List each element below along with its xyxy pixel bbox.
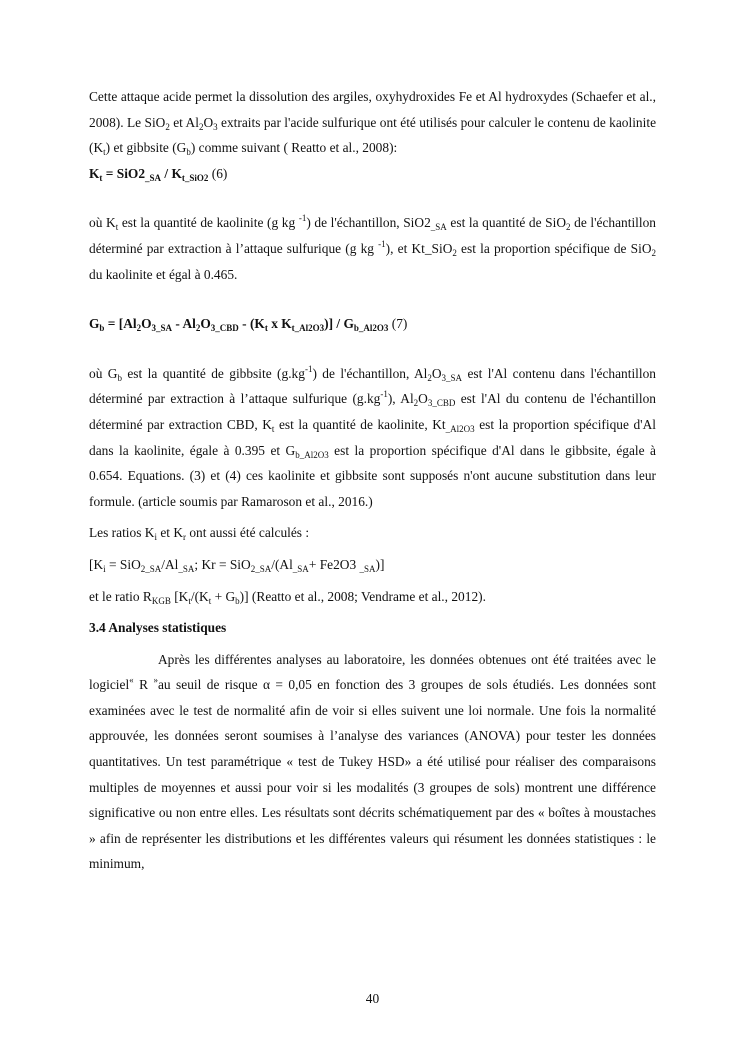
document-page (89, 84, 656, 877)
paragraph-ratios-intro: Les ratios $K_i$ et $K_r$ ont aussi été calculés : (89, 525, 310, 543)
formula-ratios: [$K_i = SiO_{2\_SA}/Al_{\_SA}$; $Kr = SiO_{2\_SA}/(Al_{\_SA}+ Fe2O3$ $_{\_SA}$)] (89, 556, 385, 574)
paragraph-kaolinite-definition: où $K_t$ est la quantité de kaolinite (g kg $^{-1}$) de l'échantillon, $SiO2_{\_SA}$ est la quantité de SiO$_2$ de l'échantillon déterminé par extraction à l’attaque sulfurique (g kg $^{-1}$), et Kt_SiO$_2$ est la proportion spécifique de SiO$_2$ du kaolinite et égal à 0.465. (89, 213, 657, 282)
equation-6: $K_t = SiO2_{\_SA} / K_{t\_SiO2}$ (6) (89, 165, 228, 183)
spacer (89, 186, 656, 210)
paragraph-gibbsite-definition: où $G_b$ est la quantité de gibbsite $(g.kg^{-1})$ de l'échantillon, $Al_2O_{3\_SA}$ est l'Al contenu dans l'échantillon déterminé par extraction à l’attaque sulfurique $(g.kg^{-1})$, $Al_2O_{3\_CBD}$ est l'Al du contenu de l'échantillon déterminé par extraction CBD, $K_t$ est la quantité de kaolinite, $Kt_{\_Al2O3}$ est la proportion spécifique d'Al dans la kaolinite, égale à 0.395 et $G_{b\_Al2O3}$ est la proportion spécifique d'Al dans le gibbsite, égale à 0.654. Equations. (3) et (4) ces kaolinite et gibbsite sont supposés n'ont aucune substitution dans leur formule. (article soumis par Ramaroson et al., 2016.) (89, 363, 656, 509)
paragraph-acid-attack: Cette attaque acide permet la dissolution des argiles, oxyhydroxides Fe et Al hydroxydes (Schaefer et al., 2008). Le SiO$_2$ et $Al_2O_3$ extraits par l'acide sulfurique ont été utilisés pour calculer le contenu de kaolinite $(K_t)$ et gibbsite $(G_b)$ comme suivant ( Reatto et al., 2008): (89, 89, 657, 158)
equation-7: $G_b = [Al_2O_{3\_SA} - Al_2O_{3\_CBD} - (K_t$ x $K_{t\_Al2O3})] / G_{b\_Al2O3}$ (7) (89, 316, 408, 334)
spacer (89, 337, 656, 361)
page-number: 40 (365, 991, 380, 1006)
paragraph-rkgb-ratio: et le ratio $R_{KGB}$ $[K_t/(K_t + G_b)]$ (Reatto et al., 2008; Vendrame et al., 2012). (89, 588, 486, 606)
section-heading: 3.4 Analyses statistiques (89, 620, 227, 636)
paragraph-statistics: Après les différentes analyses au laboratoire, les données obtenues ont été traitées avec le logiciel« R »au seuil de risque α = 0,05 en fonction des 3 groupes de sols étudiés. Les données sont examinées avec le test de normalité afin de voir si elles suivent une loi normale. Une fois la normalité approuvée, les données seront soumises à l’analyse des variances (ANOVA) pour tester les données quantitatives. Un test paramétrique « test de Tukey HSD» a été utilisé pour réaliser des comparaisons multiples de moyennes et aussi pour voir si les modalités (3 groupes de sols) montrent une différence significative ou non entre elles. Les résultats sont décrits schématiquement par des « boîtes à moustaches » afin de représenter les distributions et les différentes valeurs qui résument les données statistiques : le minimum, (89, 651, 656, 872)
spacer (89, 287, 656, 311)
